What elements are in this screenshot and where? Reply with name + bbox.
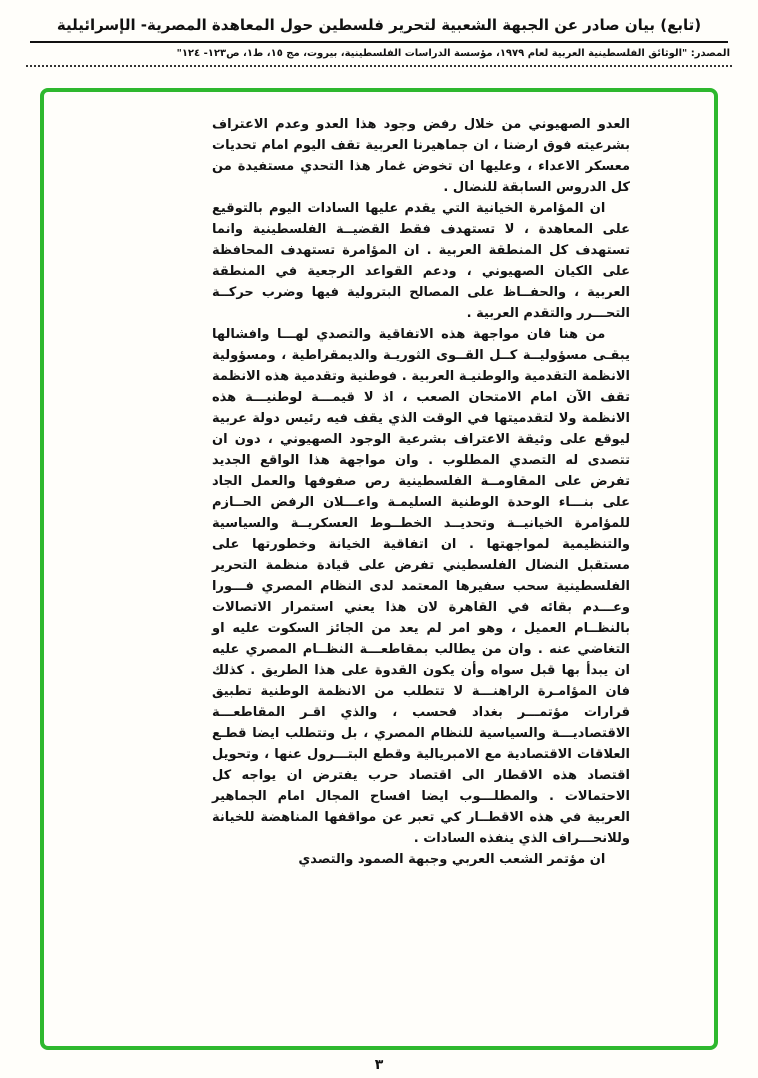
paragraph: العدو الصهيوني من خلال رفض وجود هذا العدو وعدم الاعتراف بشرعيته فوق ارضنا ، ان جماهيرنا العربية تقف اليوم امام تحديات معسكر الاعداء ، وعليها ان تخوض غمار هذا التحدي مستفيدة من كل الدروس السابقة للنضال . [212, 117, 630, 195]
source-divider [26, 65, 732, 67]
document-frame [40, 88, 718, 1050]
body-text [212, 114, 630, 870]
page-number: ٣ [374, 1057, 384, 1073]
paragraph: ان مؤتمر الشعب العربي وجبهة الصمود والتصدي [298, 852, 606, 867]
source-line: المصدر: "الوثائق الفلسطينية العربية لعام ١٩٧٩، مؤسسة الدراسات الفلسطينية، بيروت، مج ١٥، ط١، ص١٢٣- ١٢٤" [176, 48, 730, 59]
header-divider [30, 41, 728, 43]
document-header [0, 0, 758, 67]
paragraph: من هنا فان مواجهة هذه الاتفاقية والتصدي لهـــا وافشالها يبقـى مسؤوليــة كــل القــوى الثوريـة والديمقراطية ، ومسؤولية الانظمة التقدمية والوطنيـة العربية . فوطنية وتقدمية هذه الانظمة تقف الآن امام الامتحان الصعب ، اذ لا قيمـــة لوطنيـــة هذه الانظمة ولا لتقدميتها في الوقت الذي يقف فيه رئيس دولة عربية ليوقع على وثيقة الاعتراف بشرعية الوجود الصهيوني ، دون ان تتصدى له التصدي المطلوب . وان مواجهة هذا الواقع الجديد تفرض على المقاومــة الفلسطينية رص صفوفها والعمل الجاد على بنـــاء الوحدة الوطنية السليمـة واعـــلان الرفض الحــازم للمؤامرة الخيانيــة وتحديــد الخطــوط العسكريــة والسياسية والتنظيمية لمواجهتها . ان اتفاقية الخيانة وخطورتها على مستقبل النضال الفلسطيني تفرض على قيادة منظمة التحرير الفلسطينية سحب سفيرها المعتمد لدى النظام المصري فـــورا وعـــدم بقائه في القاهرة لان هذا يعني استمرار الاتصالات بالنظــام العميل ، وهو امر لم يعد من الجائز السكوت عليه او التغاضي عنه . وان من يطالب بمقاطعـــة النظــام المصري عليه ان يبدأ بها قبل سواه وأن يكون القدوة على هذا الطريق . كذلك فان المؤامـرة الراهنـــة لا تتطلب من الانظمة الوطنية تطبيق قرارات مؤتمـــر بغداد فحسب ، والذي اقـر المقاطعـــة الاقتصاديـــة والسياسية للنظام المصري ، بل وتتطلب ايضا قطـع العلاقات الاقتصادية مع الامبريالية وقطع البتـــرول عنها ، وتحويل اقتصاد هذه الاقطار الى اقتصاد حرب يفترض ان يواجه كل الاحتمالات . والمطلـــوب ايضا افساح المجال امام الجماهير العربية في هذه الاقطــار كي تعبر عن مواقفها المناهضة للخيانة وللانحـــراف الذي ينفذه السادات . [212, 327, 630, 846]
document-title: (تابع) بيان صادر عن الجبهة الشعبية لتحرير فلسطين حول المعاهدة المصرية- الإسرائيلية [56, 16, 702, 34]
paragraph: ان المؤامرة الخيانية التي يقدم عليها السادات اليوم بالتوقيع على المعاهدة ، لا تستهدف فقط القضيــة الفلسطينية وانما تستهدف كل المنطقة العربية . ان المؤامرة تستهدف المحافظة على الكيان الصهيوني ، ودعم القواعد الرجعية في المنطقة العربية ، والحفــاظ على المصالح البترولية فيها وضرب حركــة التحـــرر والتقدم العربية . [212, 201, 630, 321]
